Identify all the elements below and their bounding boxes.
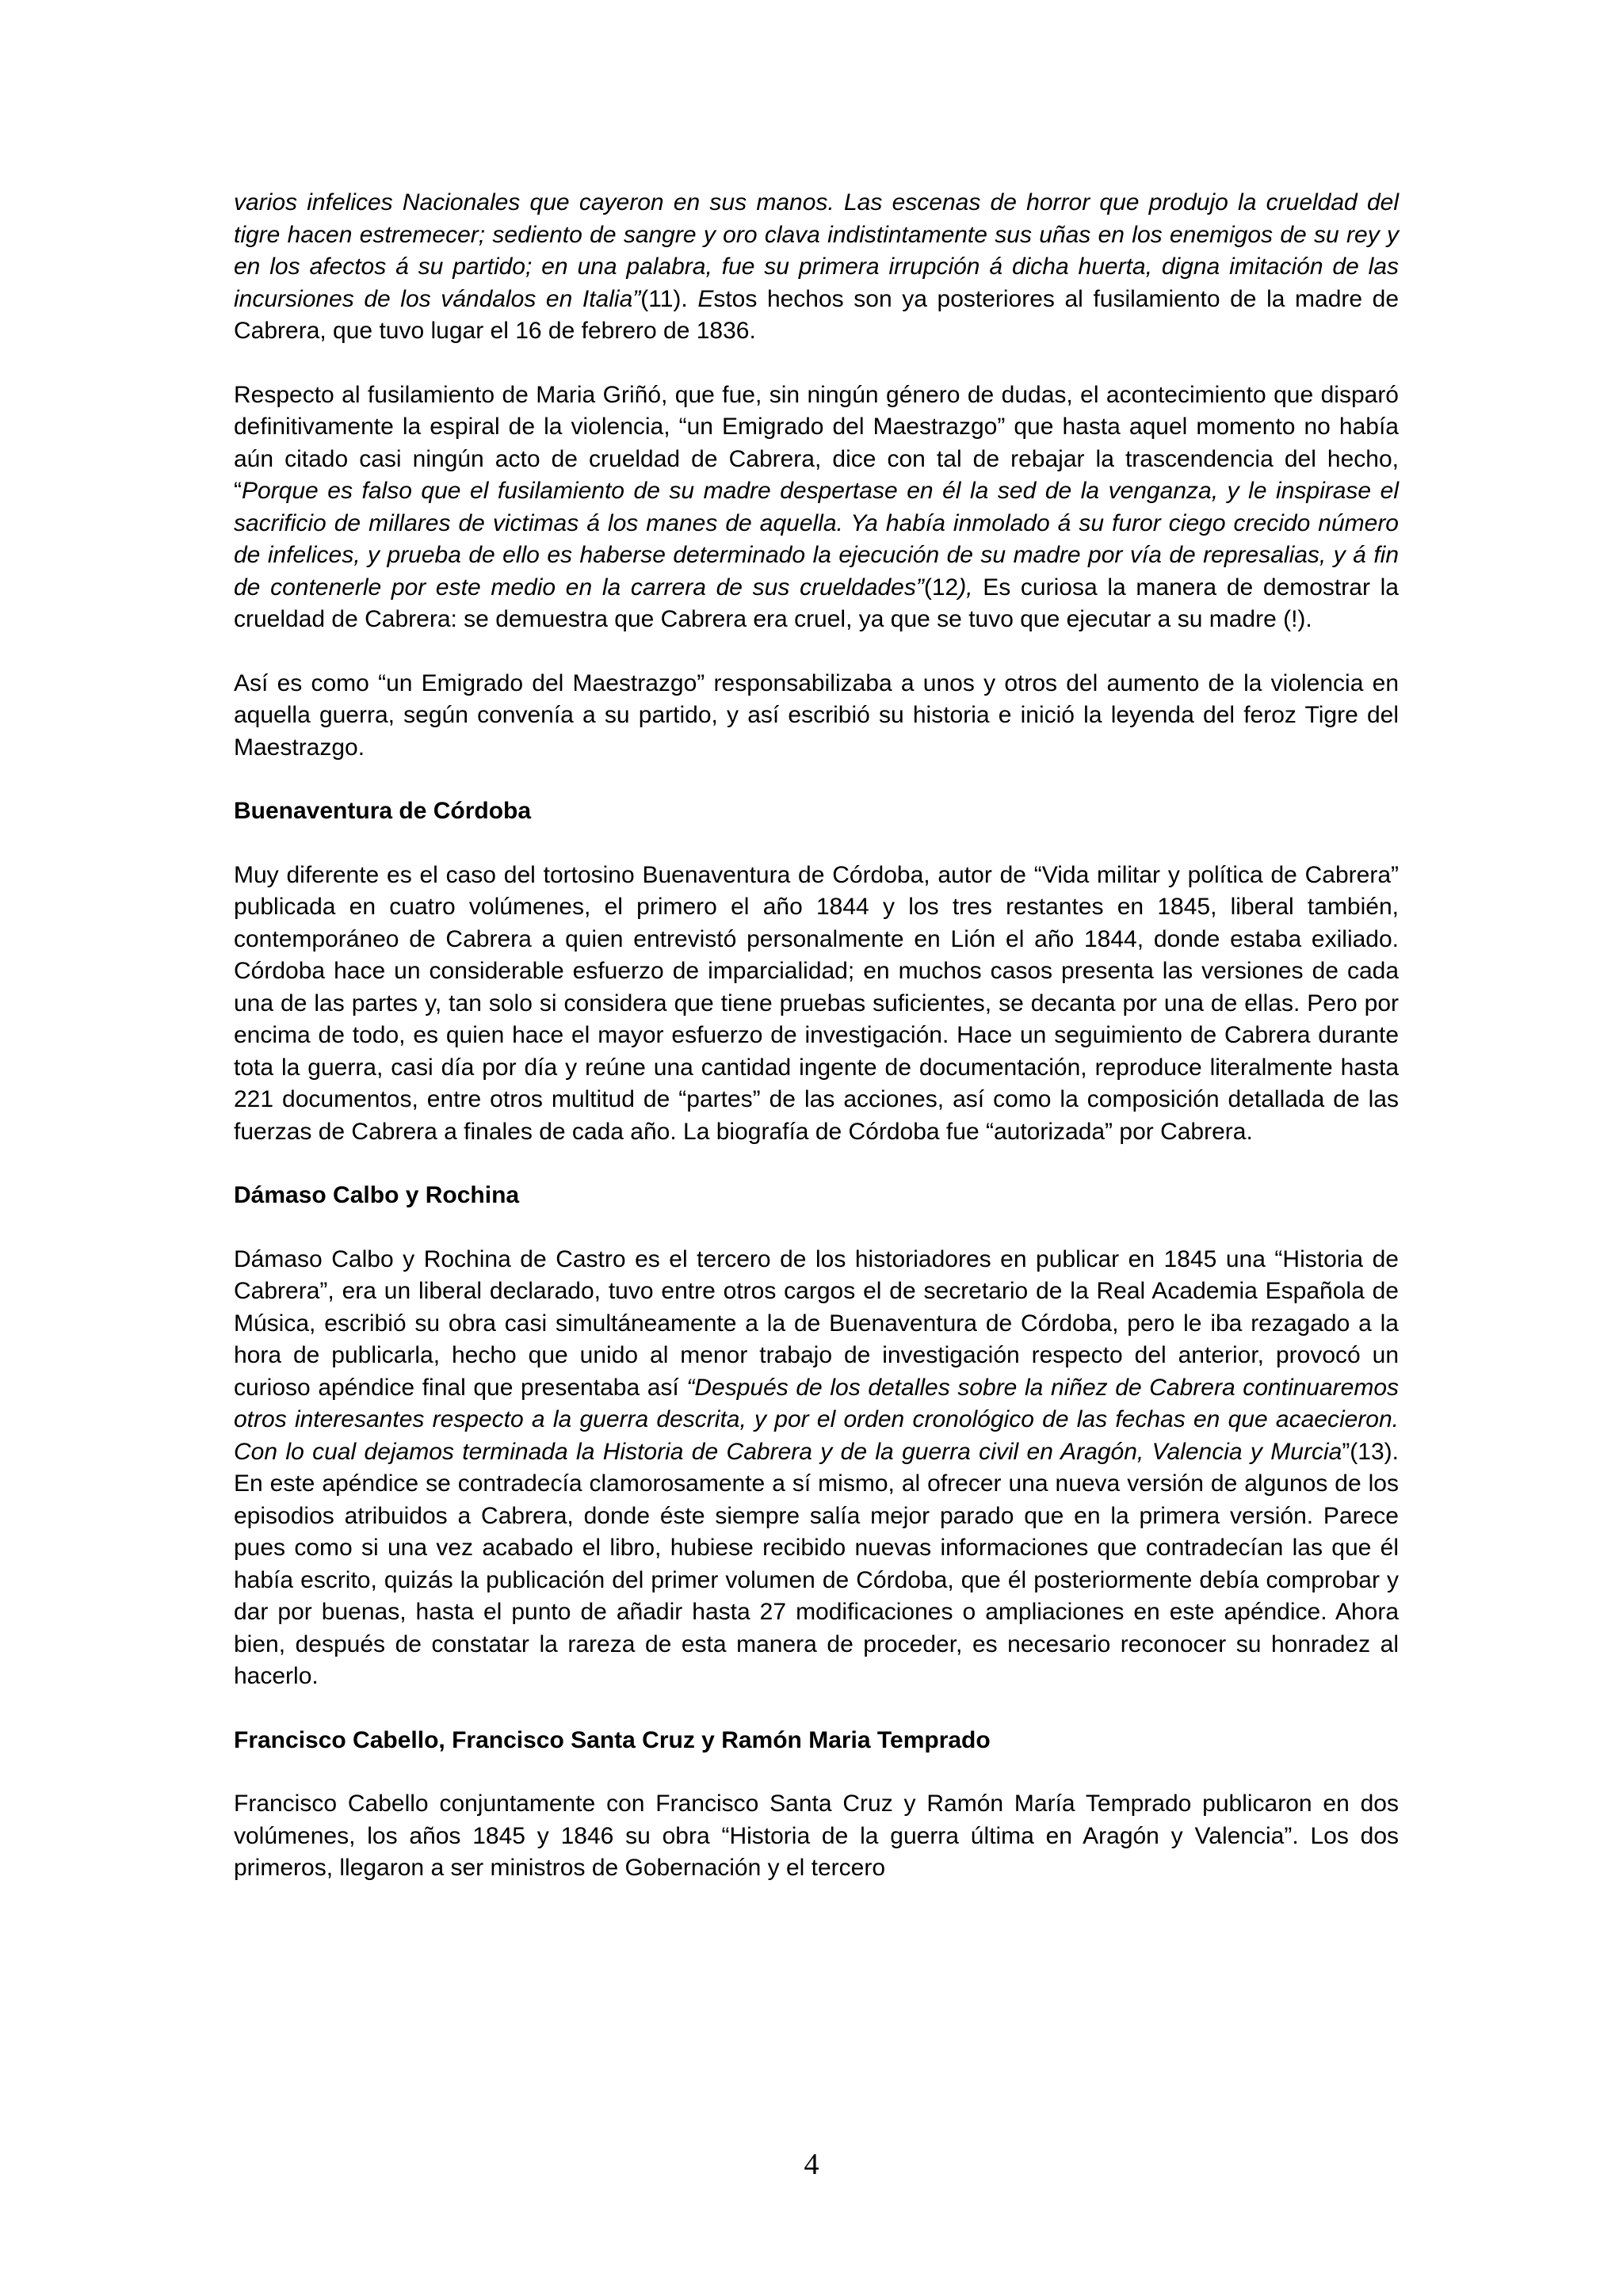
text-run: Muy diferente es el caso del tortosino Buenaventura de Córdoba, autor de “Vida militar y política de Cabrera” publicada en cuatro volúmenes, el primero el año 1844 y los tres restantes en 1845, liberal también, contemporáneo de Cabrera a quien entrevistó personalmente en Lión el año 1844, donde estaba exiliado. Córdoba hace un considerable esfuerzo de imparcialidad; en muchos casos presenta las versiones de cada una de las partes y, tan solo si considera que tiene pruebas suficientes, se decanta por una de ellas. Pero por encima de todo, es quien hace el mayor esfuerzo de investigación. Hace un seguimiento de Cabrera durante tota la guerra, casi día por día y reúne una cantidad ingente de documentación, reproduce literalmente hasta 221 documentos, entre otros multitud de “partes” de las acciones, así como la composición detallada de las fuerzas de Cabrera a finales de cada año. La biografía de Córdoba fue “autorizada” por Cabrera.	[234, 861, 1399, 1145]
body-paragraph	[234, 379, 1399, 636]
text-run: (12	[923, 574, 959, 601]
body-paragraph	[234, 187, 1399, 348]
section-heading	[234, 795, 1399, 828]
quoted-text: Porque es falso que el fusilamiento de su madre despertase en él la sed de la venganza, y le inspirase el sacrificio de millares de victimas á los manes de aquella. Ya había inmolado á su furor ciego crecido número de infelices, y prueba de ello es haberse determinado la ejecución de su madre por vía de represalias, y á fin de contenerle por este medio en la carrera de sus crueldades”	[234, 478, 1399, 601]
text-run: Buenaventura de Córdoba	[234, 798, 532, 824]
text-run: Dámaso Calbo y Rochina de Castro es el tercero de los historiadores en publicar en 1845 una “Historia de Cabrera”, era un liberal declarado, tuvo entre otros cargos el de secretario de la Real Academia Española de Música, escribió su obra casi simultáneamente a la de Buenaventura de Córdoba, pero le iba rezagado a la hora de publicarla, hecho que unido al menor trabajo de investigación respecto del anterior, provocó un curioso apéndice final que presentaba así	[234, 1245, 1399, 1401]
page-body	[234, 187, 1399, 1917]
body-paragraph	[234, 1788, 1399, 1885]
quoted-text: varios infelices Nacionales que cayeron en sus manos. Las escenas de horror que produjo la crueldad del tigre hacen estremecer; sediento de sangre y oro clava indistintamente sus uñas en los enemigos de su rey y en los afectos á su partido; en una palabra, fue su primera irrupción á dicha huerta, digna imitación de las incursiones de los vándalos en Italia”	[234, 189, 1399, 312]
text-run: Respecto al fusilamiento de Maria Griñó, que fue, sin ningún género de dudas, el acontecimiento que disparó definitivamente la espiral de la violencia, “un Emigrado del Maestrazgo” que hasta aquel momento no había aún citado casi ningún acto de crueldad de Cabrera, dice con tal de rebajar la trascendencia del hecho, “	[234, 381, 1399, 504]
section-heading	[234, 1725, 1399, 1757]
quoted-text: ),	[958, 574, 983, 601]
text-run: Dámaso Calbo y Rochina	[234, 1182, 520, 1208]
body-paragraph	[234, 860, 1399, 1149]
body-paragraph	[234, 1244, 1399, 1693]
text-run: Es curiosa la manera de demostrar la crueldad de Cabrera: se demuestra que Cabrera era cruel, ya que se tuvo que ejecutar a su madre (!).	[234, 574, 1399, 632]
quoted-text: “Después de los detalles sobre la niñez de Cabrera continuaremos otros interesantes respecto a la guerra descrita, y por el orden cronológico de las fechas en que acaecieron. Con lo cual dejamos terminada la Historia de Cabrera y de la guerra civil en Aragón, Valencia y Murcia	[234, 1374, 1400, 1465]
text-run: stos hechos son ya posteriores al fusilamiento de la madre de Cabrera, que tuvo lugar el 16 de febrero de 1836.	[234, 285, 1400, 344]
text-run: Francisco Cabello conjuntamente con Francisco Santa Cruz y Ramón María Temprado publicaron en dos volúmenes, los años 1845 y 1846 su obra “Historia de la guerra última en Aragón y Valencia”. Los dos primeros, llegaron a ser ministros de Gobernación y el tercero	[234, 1791, 1399, 1881]
body-paragraph	[234, 668, 1399, 765]
text-run: ”(13). En este apéndice se contradecía clamorosamente a sí mismo, al ofrecer una nueva versión de algunos de los episodios atribuidos a Cabrera, donde éste siempre salía mejor parado que en la primera versión. Parece pues como si una vez acabado el libro, hubiese recibido nuevas informaciones que contradecían las que él había escrito, quizás la publicación del primer volumen de Córdoba, que él posteriormente debía comprobar y dar por buenas, hasta el punto de añadir hasta 27 modificaciones o ampliaciones en este apéndice. Ahora bien, después de constatar la rareza de esta manera de proceder, es necesario reconocer su honradez al hacerlo.	[234, 1438, 1399, 1689]
quoted-text: E	[697, 285, 714, 312]
text-run: (11).	[640, 285, 698, 312]
text-run: Así es como “un Emigrado del Maestrazgo” responsabilizaba a unos y otros del aumento de la violencia en aquella guerra, según convenía a su partido, y así escribió su historia e inició la leyenda del feroz Tigre del Maestrazgo.	[234, 669, 1399, 761]
section-heading	[234, 1180, 1399, 1212]
text-run: Francisco Cabello, Francisco Santa Cruz y Ramón Maria Temprado	[234, 1726, 991, 1753]
page-number: 4	[804, 2148, 819, 2181]
